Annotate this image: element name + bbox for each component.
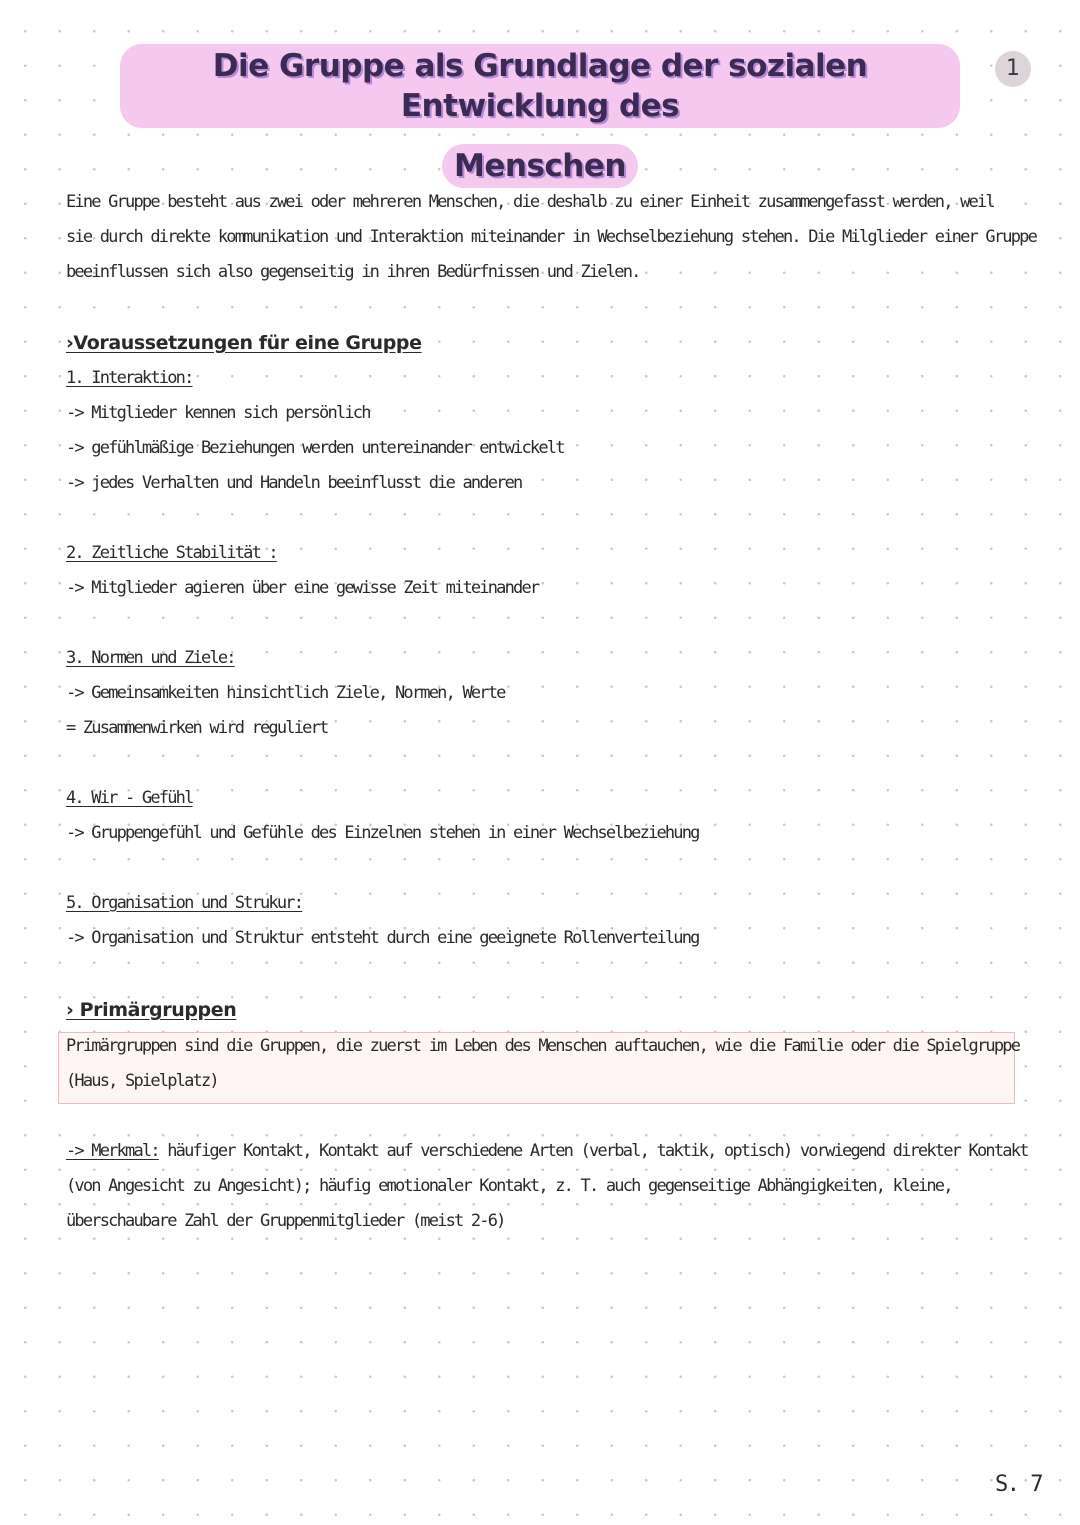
definition-line: Primärgruppen sind die Gruppen, die zuerst im Leben des Menschen auftauchen, wie die Familie oder die Spielgruppe [66,1036,1020,1056]
page-number-badge: 1 [995,51,1031,87]
intro-line: sie durch direkte kommunikation und Interaktion miteinander in Wechselbeziehung stehen. Die Milglieder einer Gruppe [66,227,1037,247]
prerequisite-label: 4. Wir - Gefühl [66,788,193,808]
definition-line: (Haus, Spielplatz) [66,1071,218,1091]
primary-groups-features [66,1134,1028,1239]
prerequisites-section [66,326,1016,956]
prerequisite-point: = Zusammenwirken wird reguliert [66,718,328,738]
prerequisite-point: -> Gruppengefühl und Gefühle des Einzelnen stehen in einer Wechselbeziehung [66,823,699,843]
feature-line: (von Angesicht zu Angesicht); häufig emotionaler Kontakt, z. T. auch gegenseitige Abhängigkeiten, kleine, [66,1176,952,1196]
primary-groups-definition [66,1029,1020,1099]
prerequisites-heading: ›Voraussetzungen für eine Gruppe [66,332,422,354]
prerequisite-point: -> Organisation und Struktur entsteht durch eine geeignete Rollenverteilung [66,928,699,948]
feature-line: häufiger Kontakt, Kontakt auf verschiedene Arten (verbal, taktik, optisch) vorwiegend direkter Kontakt [158,1141,1028,1161]
prerequisite-point: -> Mitglieder agieren über eine gewisse Zeit miteinander [66,578,539,598]
page-title [120,44,960,188]
prerequisite-point: -> Mitglieder kennen sich persönlich [66,403,370,423]
primary-groups-section [66,993,1016,1028]
page-footer-number: S. 7 [995,1472,1042,1497]
prerequisite-point: -> jedes Verhalten und Handeln beeinflusst die anderen [66,473,522,493]
prerequisite-point: -> Gemeinsamkeiten hinsichtlich Ziele, Normen, Werte [66,683,505,703]
title-line-1: Die Gruppe als Grundlage der sozialen Entwicklung des [120,44,960,128]
prerequisite-label: 1. Interaktion: [66,368,193,388]
feature-label: -> Merkmal: [66,1141,159,1161]
prerequisite-label: 3. Normen und Ziele: [66,648,235,668]
title-line-2: Menschen [442,144,638,188]
intro-line: beeinflussen sich also gegenseitig in ihren Bedürfnissen und Zielen. [66,262,640,282]
prerequisite-label: 5. Organisation und Strukur: [66,893,303,913]
prerequisite-label: 2. Zeitliche Stabilität : [66,543,277,563]
prerequisite-point: -> gefühlmäßige Beziehungen werden untereinander entwickelt [66,438,564,458]
feature-line: überschaubare Zahl der Gruppenmitglieder (meist 2-6) [66,1211,505,1231]
primary-groups-heading: › Primärgruppen [66,999,237,1021]
intro-paragraph [66,185,1037,290]
intro-line: Eine Gruppe besteht aus zwei oder mehreren Menschen, die deshalb zu einer Einheit zusammengefasst werden, weil [66,192,994,212]
